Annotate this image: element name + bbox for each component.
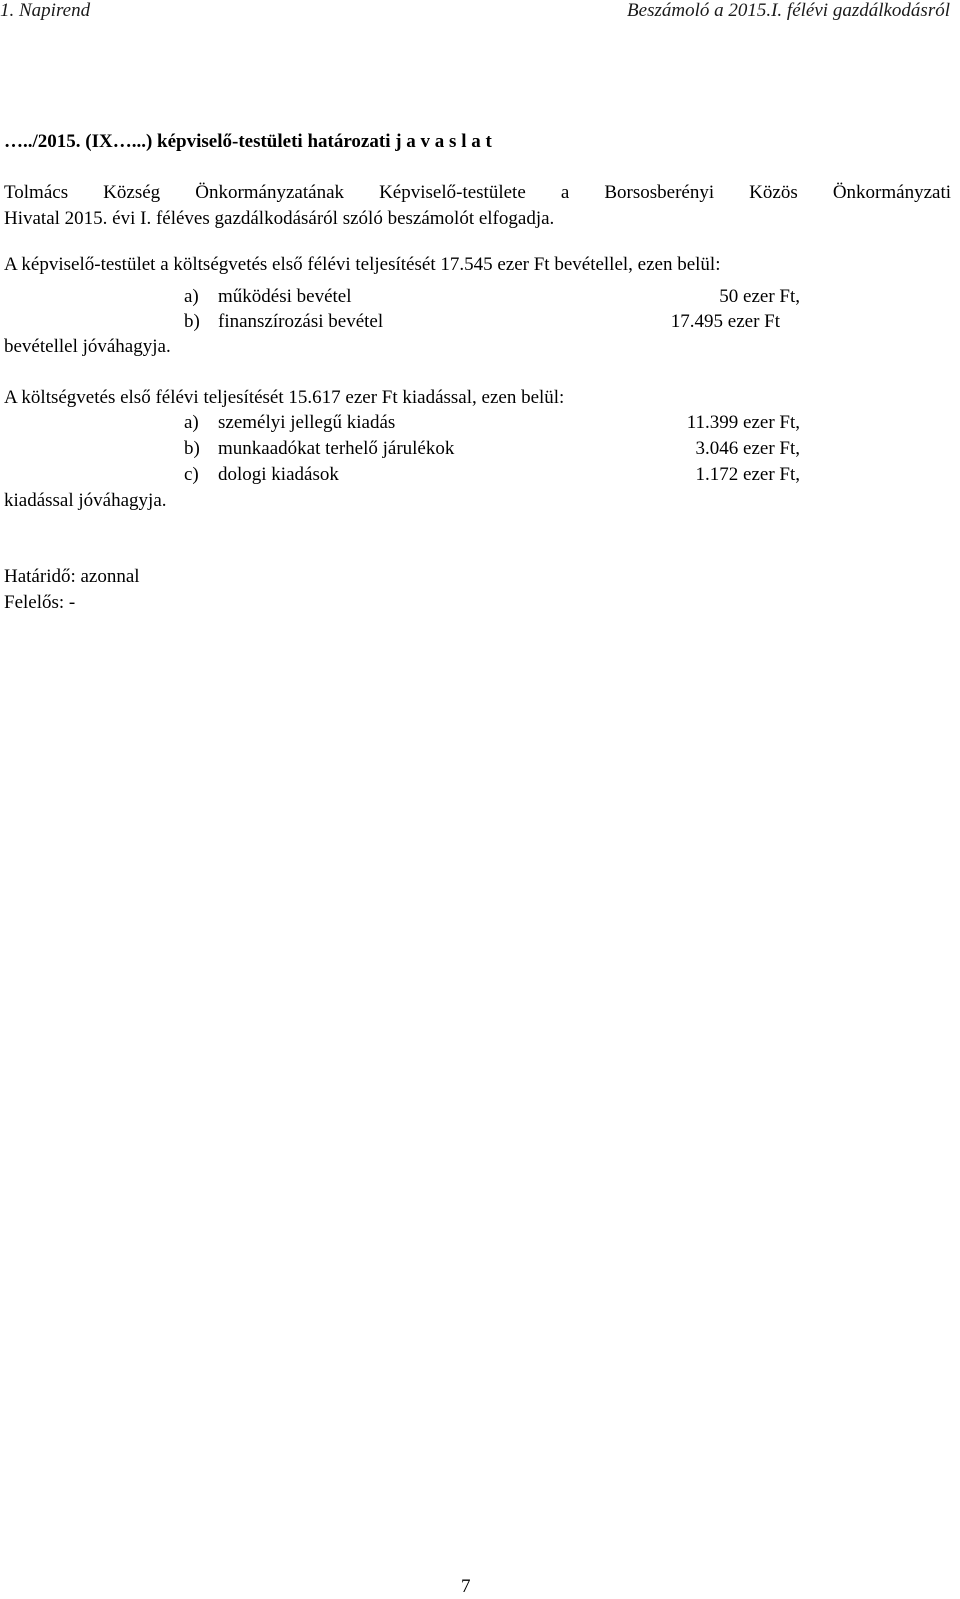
revenue-item-letter: a) bbox=[184, 286, 199, 307]
revenue-item bbox=[184, 309, 780, 335]
revenue-item-letter: b) bbox=[184, 311, 200, 332]
running-header-left: 1. Napirend bbox=[0, 0, 91, 21]
responsible-person: Felelős: - bbox=[4, 592, 76, 613]
revenue-lead: A képviselő-testület a költségvetés első félévi teljesítését 17.545 ezer Ft bevétellel, ezen belül: bbox=[4, 254, 721, 275]
expenditure-item-amount: 1.172 ezer Ft, bbox=[695, 464, 800, 485]
expenditure-item-label: személyi jellegű kiadás bbox=[218, 412, 396, 433]
expenditure-item-amount: 3.046 ezer Ft, bbox=[695, 438, 800, 459]
expenditure-item-letter: a) bbox=[184, 412, 199, 433]
revenue-item-amount: 17.495 ezer Ft bbox=[670, 311, 780, 332]
revenue-closing: bevétellel jóváhagyja. bbox=[4, 336, 171, 357]
expenditure-closing: kiadással jóváhagyja. bbox=[4, 490, 167, 511]
revenue-item-label: működési bevétel bbox=[218, 286, 352, 307]
expenditure-item-letter: c) bbox=[184, 464, 199, 485]
expenditure-item bbox=[184, 462, 800, 488]
expenditure-item-letter: b) bbox=[184, 438, 200, 459]
expenditure-lead: A költségvetés első félévi teljesítését 15.617 ezer Ft kiadással, ezen belül: bbox=[4, 387, 565, 408]
expenditure-item-amount: 11.399 ezer Ft, bbox=[686, 412, 800, 433]
resolution-title: …../2015. (IX…...) képviselő-testületi határozati j a v a s l a t bbox=[4, 131, 492, 152]
revenue-item bbox=[184, 284, 800, 310]
expenditure-item-label: munkaadókat terhelő járulékok bbox=[218, 438, 455, 459]
intro-line-1: Tolmács Község Önkormányzatának Képviselő-testülete a Borsosberényi Közös Önkormányzati bbox=[4, 182, 951, 203]
revenue-item-amount: 50 ezer Ft, bbox=[719, 286, 800, 307]
expenditure-item bbox=[184, 410, 800, 436]
intro-paragraph bbox=[4, 180, 951, 232]
intro-line-2: Hivatal 2015. évi I. féléves gazdálkodásáról szóló beszámolót elfogadja. bbox=[4, 208, 555, 229]
deadline: Határidő: azonnal bbox=[4, 566, 140, 587]
page-number: 7 bbox=[461, 1576, 471, 1597]
revenue-item-label: finanszírozási bevétel bbox=[218, 311, 384, 332]
expenditure-item bbox=[184, 436, 800, 462]
running-header-right: Beszámoló a 2015.I. félévi gazdálkodásról bbox=[627, 0, 950, 21]
expenditure-item-label: dologi kiadások bbox=[218, 464, 339, 485]
